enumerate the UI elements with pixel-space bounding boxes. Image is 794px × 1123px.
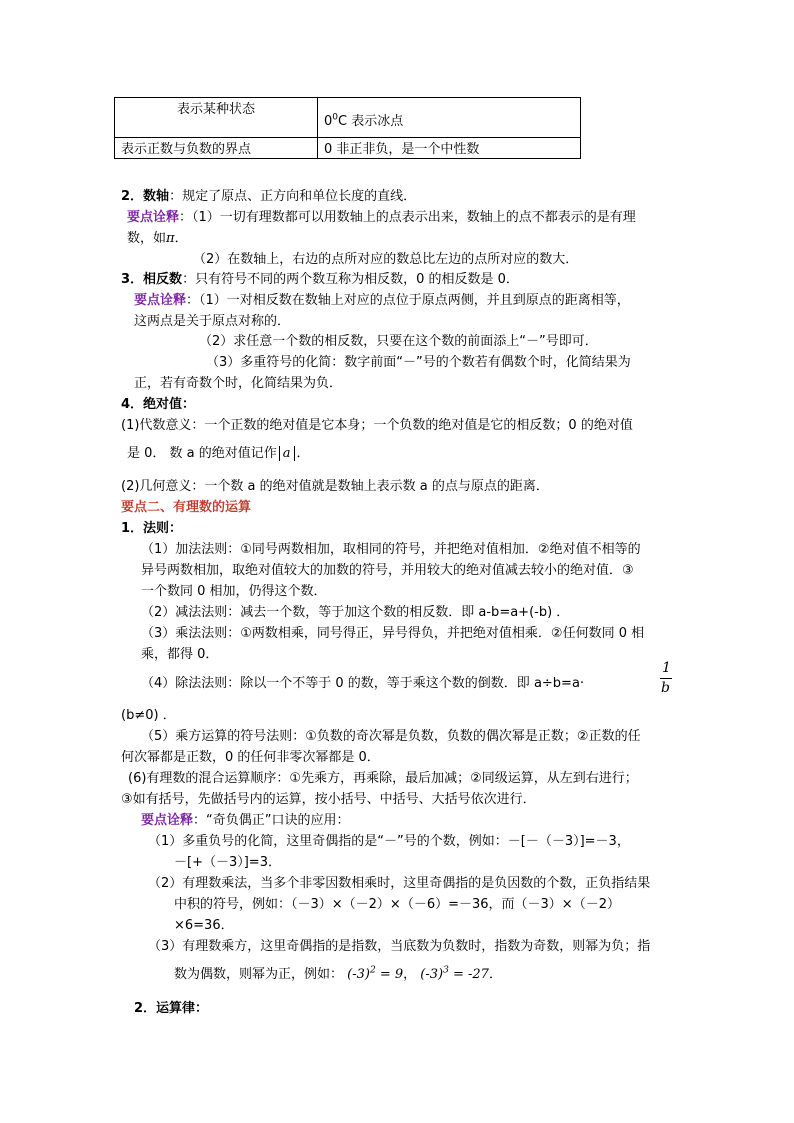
abs-value-expr: a xyxy=(279,446,295,461)
fraction-bar xyxy=(660,678,672,679)
body-line: （4）除法法则：除以一个不等于 0 的数，等于乘这个数的倒数．即 a÷b=a· xyxy=(141,676,585,691)
note-line: （3）有理数乘方，这里奇偶指的是指数，当底数为负数时，指数为奇数，则幂为负；指 xyxy=(148,939,651,954)
note-line: 正，若有奇数个时，化简结果为负． xyxy=(134,376,343,391)
note-line: －[+（－3）]=3． xyxy=(174,855,281,870)
note-line: 要点诠释：（1）一对相反数在数轴上对应的点位于原点两侧，并且到原点的距离相等， xyxy=(134,293,630,308)
note-line: 数，如π． xyxy=(127,231,188,246)
definition-table xyxy=(114,97,581,160)
table-cell: 表示正数与负数的界点 xyxy=(115,138,318,159)
section-absolute-title: 4．绝对值： xyxy=(121,397,196,412)
body-line: ③如有括号，先做括号内的运算，按小括号、中括号、大括号依次进行． xyxy=(121,792,536,807)
section-number-line: 2．数轴：规定了原点、正方向和单位长度的直线． xyxy=(121,189,417,204)
body-line: 一个数同 0 相加，仍得这个数． xyxy=(141,584,327,599)
note-line: 要点诠释：“奇负偶正”口诀的应用： xyxy=(141,813,350,828)
fraction-denominator: b xyxy=(661,680,670,696)
note-line: 要点诠释：（1）一切有理数都可以用数轴上的点表示出来，数轴上的点不都表示的是有理 xyxy=(127,210,636,225)
table-cell: 表示某种状态 xyxy=(115,98,318,138)
note-line: 这两点是关于原点对称的． xyxy=(134,314,291,329)
body-line: 是 0． 数 a 的绝对值记作 a ． xyxy=(127,446,310,461)
fraction-numerator: 1 xyxy=(662,660,671,676)
body-line: （1）加法法则：①同号两数相加，取相同的符号，并把绝对值相加．②绝对值不相等的 xyxy=(141,542,641,557)
note-line: （2）求任意一个数的相反数，只要在这个数的前面添上“－”号即可． xyxy=(199,334,598,349)
laws-title: 2．运算律： xyxy=(134,1001,209,1016)
rules-title: 1．法则： xyxy=(121,521,183,536)
note-line: （2）在数轴上，右边的点所对应的数总比左边的点所对应的数大． xyxy=(193,252,579,267)
body-line: (2)几何意义：一个数 a 的绝对值就是数轴上表示数 a 的点与原点的距离． xyxy=(121,479,549,494)
section-opposite: 3．相反数：只有符号不同的两个数互称为相反数，0 的相反数是 0． xyxy=(121,272,519,287)
table-cell: 0 非正非负，是一个中性数 xyxy=(318,138,581,159)
body-line: （2）减法法则：减去一个数，等于加这个数的相反数．即 a-b=a+(-b) ． xyxy=(141,605,570,620)
body-line: 何次幂都是正数，0 的任何非零次幂都是 0． xyxy=(121,750,380,765)
table-cell: $0^0C$ 表示冰点 xyxy=(318,98,581,138)
note-line: 数为偶数，则幂为正，例如： $(-3)^2 = 9$， $(-3)^3 = -27$． xyxy=(174,965,502,982)
note-line: ×6=36． xyxy=(174,918,234,933)
note-line: （2）有理数乘法，当多个非零因数相乘时，这里奇偶指的是负因数的个数，正负指结果 xyxy=(148,876,651,891)
body-line: 乘，都得 0． xyxy=(141,647,219,662)
body-line: 异号两数相加，取绝对值较大的加数的符号，并用较大的绝对值减去较小的绝对值．③ xyxy=(141,563,634,578)
body-line: （5）乘方运算的符号法则：①负数的奇次幂是负数，负数的偶次幂是正数；②正数的任 xyxy=(141,729,641,744)
body-line: (6)有理数的混合运算顺序：①先乘方，再乘除，最后加减；②同级运算，从左到右进行； xyxy=(128,771,638,786)
section-heading: 要点二、有理数的运算 xyxy=(121,500,252,515)
body-line: (1)代数意义：一个正数的绝对值是它本身；一个负数的绝对值是它的相反数；0 的绝对值 xyxy=(121,418,633,433)
note-line: （1）多重负号的化简，这里奇偶指的是“－”号的个数，例如：－[－（－3）]=－3， xyxy=(148,834,630,849)
body-line: (b≠0) ． xyxy=(121,708,176,723)
note-line: （3）多重符号的化简：数字前面“－”号的个数若有偶数个时，化简结果为 xyxy=(206,355,631,370)
body-line: （3）乘法法则：①两数相乘，同号得正，异号得负，并把绝对值相乘．②任何数同 0 相 xyxy=(141,626,645,641)
note-line: 中积的符号，例如：（－3）×（－2）×（－6）=－36，而（－3）×（－2） xyxy=(174,897,620,912)
